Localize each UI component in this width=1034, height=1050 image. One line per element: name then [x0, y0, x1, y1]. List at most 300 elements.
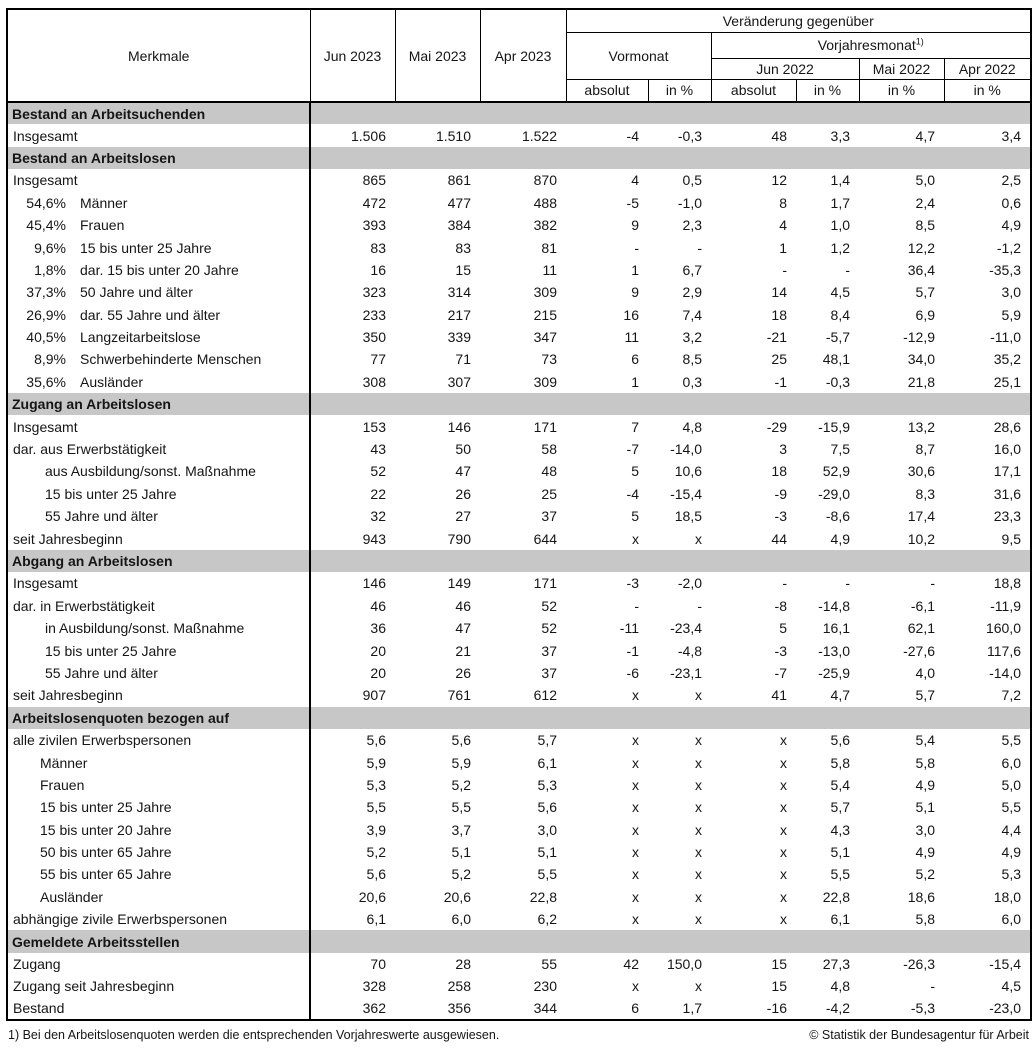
cell-apr2023: 22,8	[529, 888, 557, 905]
row-label-text: 15 bis unter 25 Jahre	[45, 642, 177, 659]
cell-mai2023: 26	[455, 664, 471, 681]
cell-vormonat-absolut: x	[632, 754, 639, 771]
cell-mai2023: 5,9	[451, 754, 471, 771]
cell-jun2022-in-pct: -	[845, 261, 850, 278]
cell-vormonat-absolut: x	[632, 799, 639, 816]
cell-mai2022-in-pct: 21,8	[907, 373, 935, 390]
cell-apr2023: 5,1	[537, 844, 557, 861]
row-share-pct: 45,4%	[26, 217, 66, 234]
cell-jun2022-absolut: -29	[766, 418, 787, 435]
cell-mai2023: 47	[455, 620, 471, 637]
cell-jun2023: 16	[370, 261, 386, 278]
cell-jun2022-absolut: 15	[771, 956, 787, 973]
cell-apr2022-in-pct: -23,0	[989, 1000, 1021, 1017]
table-row	[7, 169, 1031, 191]
cell-apr2023: 37	[541, 664, 557, 681]
cell-mai2023: 50	[455, 441, 471, 458]
cell-vormonat-in-pct: -4,8	[677, 642, 702, 659]
cell-mai2022-in-pct: -12,9	[903, 329, 935, 346]
table-row	[7, 796, 1031, 818]
cell-jun2022-in-pct: 16,1	[822, 620, 850, 637]
table-row	[7, 998, 1031, 1020]
table-row	[7, 975, 1031, 997]
row-label-text: Insgesamt	[13, 418, 78, 435]
cell-jun2023: 323	[362, 284, 386, 301]
row-label-text: Frauen	[40, 776, 85, 793]
section-label: Bestand an Arbeitslosen	[7, 147, 310, 169]
cell-apr2022-in-pct: 5,0	[1001, 776, 1021, 793]
row-label	[7, 729, 310, 751]
row-label	[7, 953, 310, 975]
row-label-text: abhängige zivile Erwerbspersonen	[13, 911, 228, 928]
row-label	[7, 639, 310, 661]
cell-jun2022-in-pct: -14,8	[818, 597, 850, 614]
cell-jun2022-in-pct: 52,9	[822, 463, 850, 480]
row-label	[7, 460, 310, 482]
cell-jun2022-in-pct: 5,4	[830, 776, 850, 793]
row-label	[7, 483, 310, 505]
row-label	[7, 975, 310, 997]
cell-jun2022-in-pct: 1,2	[830, 239, 850, 256]
cell-apr2023: 5,3	[537, 776, 557, 793]
row-label-text: 15 bis unter 20 Jahre	[40, 821, 172, 838]
row-share-pct: 35,6%	[26, 373, 66, 390]
cell-vormonat-absolut: -4	[626, 485, 639, 502]
cell-mai2022-in-pct: 5,0	[915, 172, 935, 189]
table-row	[7, 886, 1031, 908]
cell-apr2022-in-pct: 7,2	[1001, 687, 1021, 704]
row-label	[7, 192, 310, 214]
cell-apr2023: 6,1	[537, 754, 557, 771]
cell-jun2022-absolut: 8	[779, 194, 787, 211]
cell-mai2023: 5,2	[451, 776, 471, 793]
cell-jun2022-absolut: 41	[771, 687, 787, 704]
cell-jun2022-absolut: x	[780, 844, 787, 861]
cell-apr2022-in-pct: 5,5	[1001, 799, 1021, 816]
cell-jun2023: 472	[362, 194, 386, 211]
cell-mai2023: 15	[455, 261, 471, 278]
cell-vormonat-in-pct: x	[695, 978, 702, 995]
cell-jun2022-in-pct: 1,0	[830, 217, 850, 234]
cell-jun2022-in-pct: -5,7	[825, 329, 850, 346]
cell-jun2022-in-pct: 5,7	[830, 799, 850, 816]
cell-mai2022-in-pct: -5,3	[910, 1000, 935, 1017]
cell-apr2022-in-pct: -14,0	[989, 664, 1021, 681]
row-label	[7, 572, 310, 594]
row-share-pct: 54,6%	[26, 194, 66, 211]
row-label-text: dar. 15 bis unter 20 Jahre	[80, 261, 239, 278]
cell-mai2022-in-pct: 8,5	[915, 217, 935, 234]
cell-vormonat-in-pct: x	[695, 866, 702, 883]
row-label	[7, 326, 310, 348]
cell-mai2023: 6,0	[451, 911, 471, 928]
cell-jun2023: 328	[362, 978, 386, 995]
row-label	[7, 505, 310, 527]
cell-apr2023: 1.522	[521, 127, 557, 144]
cell-jun2023: 943	[362, 530, 386, 547]
cell-vormonat-absolut: -7	[626, 441, 639, 458]
cell-mai2022-in-pct: 6,9	[915, 306, 935, 323]
cell-apr2023: 171	[533, 418, 557, 435]
cell-jun2023: 907	[362, 687, 386, 704]
row-label	[7, 527, 310, 549]
cell-apr2023: 58	[541, 441, 557, 458]
table-row	[7, 751, 1031, 773]
table-row	[7, 192, 1031, 214]
cell-jun2022-absolut: -16	[766, 1000, 787, 1017]
cell-vormonat-absolut: 1	[631, 261, 639, 278]
cell-jun2022-in-pct: 8,4	[830, 306, 850, 323]
row-label	[7, 684, 310, 706]
cell-apr2023: 3,0	[537, 821, 557, 838]
row-label-text: dar. aus Erwerbstätigkeit	[13, 441, 167, 458]
cell-jun2023: 46	[370, 597, 386, 614]
cell-vormonat-absolut: 6	[631, 1000, 639, 1017]
cell-mai2023: 26	[455, 485, 471, 502]
cell-vormonat-in-pct: x	[695, 732, 702, 749]
cell-jun2022-absolut: 1	[779, 239, 787, 256]
cell-mai2023: 3,7	[451, 821, 471, 838]
table-row	[7, 617, 1031, 639]
table-row	[7, 774, 1031, 796]
cell-mai2023: 384	[447, 217, 471, 234]
cell-apr2022-in-pct: 5,9	[1001, 306, 1021, 323]
section-filler	[310, 102, 1031, 124]
cell-apr2023: 11	[542, 261, 557, 278]
cell-vormonat-in-pct: -0,3	[677, 127, 702, 144]
cell-vormonat-in-pct: -	[697, 597, 702, 614]
row-label	[7, 281, 310, 303]
cell-mai2022-in-pct: 17,4	[907, 508, 935, 525]
cell-jun2022-in-pct: -4,2	[825, 1000, 850, 1017]
row-label	[7, 774, 310, 796]
cell-jun2022-in-pct: 6,1	[830, 911, 850, 928]
cell-jun2022-in-pct: -8,6	[825, 508, 850, 525]
footnote-text: 1) Bei den Arbeitslosenquoten werden die entsprechenden Vorjahreswerte ausgewiesen.	[8, 1028, 500, 1043]
cell-vormonat-absolut: 16	[623, 306, 639, 323]
cell-mai2022-in-pct: 30,6	[907, 463, 935, 480]
row-share-pct: 37,3%	[26, 284, 66, 301]
cell-mai2023: 20,6	[443, 888, 471, 905]
cell-jun2022-in-pct: 4,8	[830, 978, 850, 995]
table-row	[7, 259, 1031, 281]
cell-jun2022-in-pct: -15,9	[818, 418, 850, 435]
cell-mai2022-in-pct: -27,6	[903, 642, 935, 659]
cell-mai2022-in-pct: 36,4	[907, 261, 935, 278]
cell-apr2022-in-pct: 18,0	[993, 888, 1021, 905]
cell-mai2022-in-pct: 3,0	[915, 821, 935, 838]
cell-jun2022-in-pct: 48,1	[822, 351, 850, 368]
cell-mai2022-in-pct: 12,2	[907, 239, 935, 256]
cell-apr2022-in-pct: 4,9	[1001, 844, 1021, 861]
cell-apr2023: 48	[541, 463, 557, 480]
row-label-text: dar. 55 Jahre und älter	[80, 306, 221, 323]
row-label-text: 50 Jahre und älter	[80, 284, 193, 301]
cell-apr2022-in-pct: -35,3	[989, 261, 1021, 278]
cell-vormonat-absolut: 7	[631, 418, 639, 435]
cell-jun2023: 36	[370, 620, 386, 637]
cell-apr2023: 215	[533, 306, 557, 323]
row-label	[7, 841, 310, 863]
row-label	[7, 662, 310, 684]
header-apr-2022: Apr 2022	[944, 58, 1031, 79]
cell-jun2023: 362	[362, 1000, 386, 1017]
row-label-text: Insgesamt	[13, 575, 78, 592]
cell-vormonat-absolut: -	[634, 239, 639, 256]
cell-jun2022-absolut: 4	[779, 217, 787, 234]
row-share-pct: 40,5%	[26, 329, 66, 346]
row-label-text: Ausländer	[40, 888, 104, 905]
cell-jun2022-in-pct: 5,5	[830, 866, 850, 883]
cell-vormonat-in-pct: x	[695, 776, 702, 793]
header-mai-2023: Mai 2023	[395, 9, 480, 102]
cell-mai2023: 21	[455, 642, 471, 659]
row-label	[7, 886, 310, 908]
cell-vormonat-in-pct: 18,5	[674, 508, 702, 525]
cell-mai2022-in-pct: -6,1	[910, 597, 935, 614]
header-vormonat: Vormonat	[566, 32, 711, 79]
cell-apr2023: 344	[533, 1000, 557, 1017]
row-label	[7, 236, 310, 258]
footnote-marker: 1)	[915, 36, 924, 47]
row-label	[7, 595, 310, 617]
row-label-text: 50 bis unter 65 Jahre	[40, 844, 172, 861]
cell-vormonat-in-pct: -15,4	[670, 485, 702, 502]
cell-jun2022-absolut: 14	[771, 284, 787, 301]
cell-mai2022-in-pct: 34,0	[907, 351, 935, 368]
row-share-pct: 8,9%	[34, 351, 66, 368]
cell-jun2023: 3,9	[366, 821, 386, 838]
cell-mai2022-in-pct: 2,4	[915, 194, 935, 211]
cell-apr2022-in-pct: -1,2	[996, 239, 1021, 256]
cell-mai2023: 258	[447, 978, 471, 995]
cell-vormonat-in-pct: x	[695, 530, 702, 547]
row-label-text: Langzeitarbeitslose	[80, 329, 201, 346]
cell-jun2022-in-pct: 5,8	[830, 754, 850, 771]
cell-vormonat-absolut: -	[634, 597, 639, 614]
cell-apr2023: 347	[533, 329, 557, 346]
cell-jun2022-absolut: 44	[771, 530, 787, 547]
section-filler	[310, 550, 1031, 572]
row-label-text: Männer	[40, 754, 88, 771]
row-label-text: Schwerbehinderte Menschen	[80, 351, 262, 368]
row-label-text: 15 bis unter 25 Jahre	[80, 239, 212, 256]
cell-jun2022-absolut: 18	[771, 463, 787, 480]
cell-mai2022-in-pct: 8,7	[915, 441, 935, 458]
cell-vormonat-in-pct: x	[695, 799, 702, 816]
cell-jun2022-absolut: x	[780, 911, 787, 928]
cell-mai2023: 5,5	[451, 799, 471, 816]
cell-apr2022-in-pct: 5,3	[1001, 866, 1021, 883]
cell-mai2023: 790	[447, 530, 471, 547]
cell-vormonat-absolut: x	[632, 978, 639, 995]
header-vormonat-absolut: absolut	[566, 79, 648, 102]
table-row	[7, 438, 1031, 460]
cell-apr2022-in-pct: 117,6	[987, 642, 1021, 659]
row-label-text: Bestand	[13, 1000, 65, 1017]
cell-vormonat-in-pct: x	[695, 844, 702, 861]
cell-jun2023: 5,6	[366, 866, 386, 883]
row-label-text: Frauen	[80, 217, 125, 234]
cell-jun2023: 5,5	[366, 799, 386, 816]
table-row	[7, 908, 1031, 930]
cell-jun2022-absolut: -9	[774, 485, 787, 502]
cell-mai2022-in-pct: 18,6	[907, 888, 935, 905]
header-apr2022-in-pct: in %	[944, 79, 1031, 102]
row-label	[7, 863, 310, 885]
cell-mai2022-in-pct: 8,3	[915, 485, 935, 502]
cell-apr2023: 52	[541, 597, 557, 614]
cell-mai2022-in-pct: 4,9	[915, 776, 935, 793]
cell-jun2022-absolut: -3	[774, 642, 787, 659]
row-label	[7, 796, 310, 818]
cell-apr2023: 5,7	[537, 732, 557, 749]
cell-apr2022-in-pct: 28,6	[993, 418, 1021, 435]
table-header	[7, 9, 1031, 102]
row-label	[7, 348, 310, 370]
cell-apr2023: 309	[533, 284, 557, 301]
cell-jun2022-in-pct: 4,3	[830, 821, 850, 838]
cell-jun2023: 20	[370, 642, 386, 659]
cell-jun2022-in-pct: 27,3	[822, 956, 850, 973]
cell-vormonat-in-pct: 8,5	[682, 351, 702, 368]
cell-mai2022-in-pct: 4,7	[915, 127, 935, 144]
header-jun2022-in-pct: in %	[796, 79, 859, 102]
table-row	[7, 639, 1031, 661]
row-label-text: alle zivilen Erwerbspersonen	[13, 732, 192, 749]
cell-mai2023: 761	[447, 687, 471, 704]
table-row	[7, 953, 1031, 975]
cell-mai2022-in-pct: 5,4	[915, 732, 935, 749]
cell-vormonat-absolut: 9	[631, 284, 639, 301]
cell-apr2022-in-pct: 17,1	[993, 463, 1021, 480]
cell-jun2022-absolut: 3	[779, 441, 787, 458]
header-jun2022-absolut: absolut	[711, 79, 796, 102]
cell-jun2023: 153	[362, 418, 386, 435]
cell-vormonat-in-pct: 2,3	[682, 217, 702, 234]
cell-apr2022-in-pct: 5,5	[1001, 732, 1021, 749]
section-label: Abgang an Arbeitslosen	[7, 550, 310, 572]
cell-jun2022-in-pct: -29,0	[818, 485, 850, 502]
cell-jun2022-in-pct: -0,3	[825, 373, 850, 390]
cell-jun2023: 32	[370, 508, 386, 525]
cell-jun2022-absolut: x	[780, 821, 787, 838]
cell-mai2023: 314	[447, 284, 471, 301]
cell-vormonat-in-pct: 4,8	[682, 418, 702, 435]
cell-vormonat-in-pct: 7,4	[682, 306, 702, 323]
cell-mai2023: 477	[447, 194, 471, 211]
table-row	[7, 863, 1031, 885]
cell-jun2022-absolut: 5	[779, 620, 787, 637]
copyright-text: © Statistik der Bundesagentur für Arbeit	[809, 1028, 1029, 1043]
cell-apr2022-in-pct: 18,8	[993, 575, 1021, 592]
cell-jun2023: 20,6	[358, 888, 386, 905]
cell-mai2022-in-pct: -	[930, 575, 935, 592]
cell-vormonat-in-pct: x	[695, 911, 702, 928]
cell-jun2023: 5,6	[366, 732, 386, 749]
cell-vormonat-absolut: x	[632, 888, 639, 905]
row-share-pct: 9,6%	[34, 239, 66, 256]
cell-mai2023: 149	[447, 575, 471, 592]
cell-mai2023: 83	[455, 239, 471, 256]
cell-jun2022-absolut: x	[780, 799, 787, 816]
cell-jun2022-in-pct: 1,4	[830, 172, 850, 189]
cell-mai2023: 339	[447, 329, 471, 346]
cell-jun2022-absolut: -3	[774, 508, 787, 525]
row-label-text: Männer	[80, 194, 128, 211]
cell-apr2023: 81	[541, 239, 557, 256]
cell-jun2023: 350	[362, 329, 386, 346]
cell-jun2023: 70	[370, 956, 386, 973]
cell-apr2023: 6,2	[537, 911, 557, 928]
cell-mai2023: 307	[447, 373, 471, 390]
cell-vormonat-in-pct: x	[695, 754, 702, 771]
cell-mai2023: 356	[447, 1000, 471, 1017]
cell-jun2023: 1.506	[350, 127, 386, 144]
cell-vormonat-absolut: x	[632, 821, 639, 838]
cell-jun2023: 20	[370, 664, 386, 681]
cell-vormonat-absolut: -6	[626, 664, 639, 681]
row-label-text: 15 bis unter 25 Jahre	[45, 485, 177, 502]
cell-jun2022-in-pct: 4,7	[830, 687, 850, 704]
table-row	[7, 460, 1031, 482]
row-label	[7, 617, 310, 639]
cell-apr2023: 55	[541, 956, 557, 973]
cell-jun2022-in-pct: 4,5	[830, 284, 850, 301]
cell-vormonat-absolut: x	[632, 776, 639, 793]
cell-jun2022-in-pct: 22,8	[822, 888, 850, 905]
cell-vormonat-absolut: 6	[631, 351, 639, 368]
row-label-text: Ausländer	[80, 373, 144, 390]
cell-mai2022-in-pct: 5,8	[915, 911, 935, 928]
cell-jun2023: 5,2	[366, 844, 386, 861]
table-row	[7, 483, 1031, 505]
row-label	[7, 304, 310, 326]
cell-apr2023: 382	[533, 217, 557, 234]
cell-apr2022-in-pct: 31,6	[993, 485, 1021, 502]
cell-vormonat-absolut: x	[632, 866, 639, 883]
cell-vormonat-absolut: 9	[631, 217, 639, 234]
section-filler	[310, 393, 1031, 415]
cell-apr2022-in-pct: 35,2	[993, 351, 1021, 368]
cell-vormonat-absolut: -5	[626, 194, 639, 211]
cell-jun2022-absolut: -21	[766, 329, 787, 346]
table-row	[7, 662, 1031, 684]
section-label: Bestand an Arbeitsuchenden	[7, 102, 310, 124]
row-label	[7, 415, 310, 437]
cell-apr2022-in-pct: 23,3	[993, 508, 1021, 525]
cell-jun2022-absolut: x	[780, 776, 787, 793]
section-row	[7, 102, 1031, 124]
cell-apr2022-in-pct: 25,1	[993, 373, 1021, 390]
header-mai-2022: Mai 2022	[859, 58, 944, 79]
row-label	[7, 371, 310, 393]
row-label-text: 55 bis unter 65 Jahre	[40, 866, 172, 883]
cell-jun2022-in-pct: -	[845, 575, 850, 592]
row-label-text: dar. in Erwerbstätigkeit	[13, 597, 155, 614]
row-label	[7, 124, 310, 146]
cell-vormonat-absolut: 4	[631, 172, 639, 189]
cell-mai2022-in-pct: 5,2	[915, 866, 935, 883]
cell-mai2022-in-pct: 5,1	[915, 799, 935, 816]
header-vorjahresmonat	[711, 32, 1031, 58]
cell-mai2022-in-pct: -	[930, 978, 935, 995]
row-label-text: 55 Jahre und älter	[45, 664, 158, 681]
cell-mai2023: 1.510	[435, 127, 471, 144]
cell-vormonat-absolut: x	[632, 530, 639, 547]
cell-mai2022-in-pct: 5,7	[915, 687, 935, 704]
cell-jun2022-absolut: 15	[771, 978, 787, 995]
